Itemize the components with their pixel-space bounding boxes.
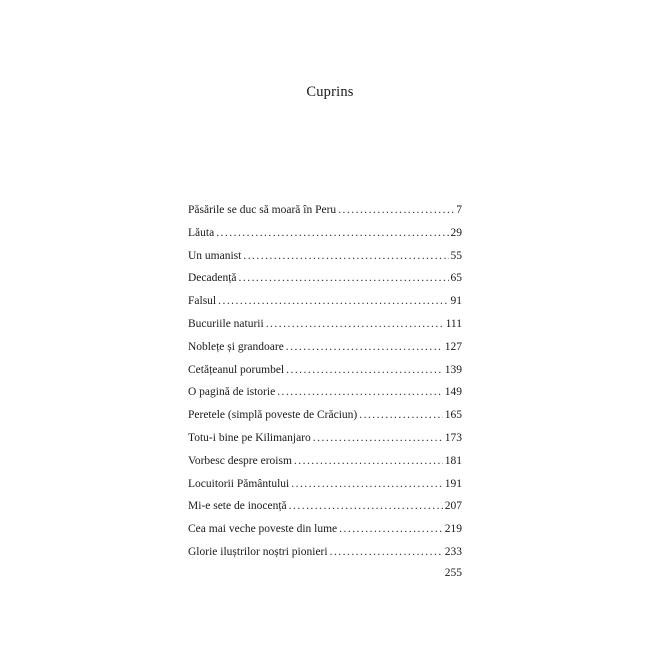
toc-entry bbox=[188, 313, 462, 336]
toc-entry bbox=[188, 245, 462, 268]
toc-entry-title: Mi-e sete de inocență bbox=[188, 500, 287, 513]
toc-entry-page: 7 bbox=[456, 204, 462, 216]
toc-entry bbox=[188, 359, 462, 382]
dot-leader bbox=[338, 199, 454, 222]
toc-entry bbox=[188, 450, 462, 473]
toc-entry bbox=[188, 336, 462, 359]
toc-entry bbox=[188, 518, 462, 541]
toc-entry-page: 127 bbox=[444, 340, 462, 353]
toc-entry-page: 149 bbox=[444, 386, 462, 399]
toc-entry-title: Totu-i bine pe Kilimanjaro bbox=[188, 431, 311, 444]
toc-entry-title: Noblețe și grandoare bbox=[188, 340, 284, 353]
dot-leader bbox=[243, 245, 448, 268]
toc-entry bbox=[188, 381, 462, 404]
toc-entry-title: Locuitorii Pământului bbox=[188, 477, 290, 490]
toc-entry-page: 181 bbox=[444, 454, 462, 467]
table-of-contents bbox=[188, 199, 462, 564]
toc-entry-page: 91 bbox=[450, 295, 462, 308]
toc-entry-title: Cea mai veche poveste din lume bbox=[188, 523, 338, 536]
dot-leader bbox=[313, 427, 443, 450]
toc-entry-page: 219 bbox=[444, 523, 462, 536]
toc-entry-title: Cetățeanul porumbel bbox=[188, 363, 285, 376]
toc-entry-title: Peretele (simplă poveste de Crăciun) bbox=[188, 409, 358, 422]
toc-entry-page: 165 bbox=[444, 409, 462, 422]
dot-leader bbox=[294, 450, 443, 473]
toc-entry-page: 29 bbox=[450, 226, 462, 239]
dot-leader bbox=[286, 359, 443, 382]
toc-entry-title: Glorie iluștrilor noștri pionieri bbox=[188, 545, 328, 558]
toc-entry-page: 55 bbox=[450, 249, 462, 262]
toc-entry bbox=[188, 404, 462, 427]
toc-entry-title: O pagină de istorie bbox=[188, 386, 276, 399]
toc-entry-title: Un umanist bbox=[188, 249, 242, 262]
toc-entry-title: Păsările se duc să moară în Peru bbox=[188, 204, 337, 216]
dot-leader bbox=[330, 541, 443, 564]
toc-entry-page: 65 bbox=[450, 272, 462, 285]
toc-entry bbox=[188, 222, 462, 245]
dot-leader bbox=[339, 518, 443, 541]
toc-entry-page: 233 bbox=[444, 545, 462, 558]
toc-entry-title: Vorbesc despre eroism bbox=[188, 454, 292, 467]
toc-entry-title: Bucuriile naturii bbox=[188, 317, 264, 330]
toc-entry bbox=[188, 495, 462, 518]
dot-leader bbox=[291, 473, 443, 496]
dot-leader bbox=[266, 313, 444, 336]
toc-entry bbox=[188, 290, 462, 313]
toc-entry bbox=[188, 541, 462, 564]
dot-leader bbox=[286, 336, 443, 359]
toc-entry-title: Decadență bbox=[188, 272, 237, 285]
toc-entry-page: 207 bbox=[444, 500, 462, 513]
dot-leader bbox=[216, 222, 448, 245]
toc-entry bbox=[188, 199, 462, 222]
toc-entry bbox=[188, 427, 462, 450]
toc-entry bbox=[188, 473, 462, 496]
dot-leader bbox=[289, 495, 443, 518]
page-title: Cuprins bbox=[306, 84, 354, 100]
dot-leader bbox=[239, 267, 449, 290]
dot-leader bbox=[277, 381, 443, 404]
toc-entry bbox=[188, 267, 462, 290]
toc-entry-page: 173 bbox=[444, 431, 462, 444]
dot-leader bbox=[359, 404, 443, 427]
toc-entry-page: 139 bbox=[444, 363, 462, 376]
trailing-page-number: 255 bbox=[444, 567, 462, 579]
dot-leader bbox=[218, 290, 448, 313]
toc-entry-title: Lăuta bbox=[188, 226, 215, 239]
toc-entry-title: Falsul bbox=[188, 295, 217, 308]
toc-entry-page: 191 bbox=[444, 477, 462, 490]
toc-entry-page: 111 bbox=[445, 317, 462, 330]
